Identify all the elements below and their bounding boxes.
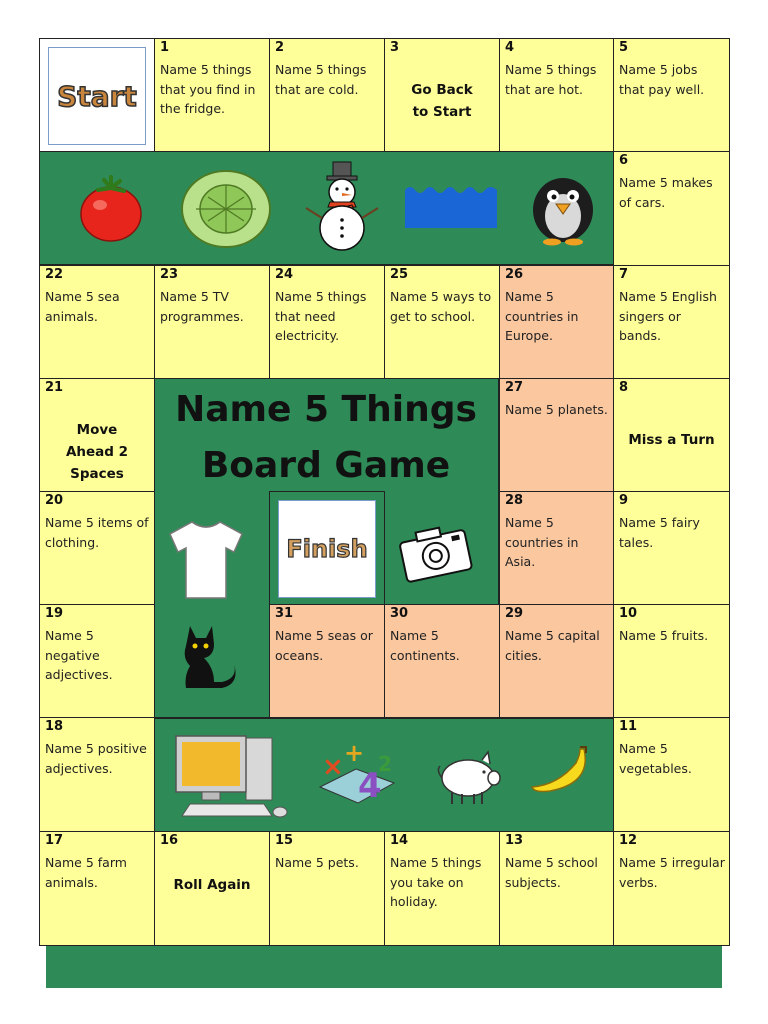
square-prompt: Name 5 things that are hot. [505,62,597,97]
square-1[interactable] [154,38,270,152]
square-number: 22 [45,267,64,282]
start-square[interactable] [39,38,155,152]
square-number: 20 [45,493,64,508]
snowman-icon [300,158,384,254]
computer-icon [172,732,292,824]
square-prompt: Name 5 fruits. [619,628,709,643]
pig-icon [434,748,504,808]
square-number: 10 [619,606,638,621]
svg-text:4: 4 [358,766,382,806]
square-number: 9 [619,493,629,508]
square-2[interactable] [269,38,385,152]
square-action: Roll Again [173,877,251,893]
bottom-strip [46,946,722,988]
square-prompt: Name 5 countries in Asia. [505,515,579,569]
square-number: 19 [45,606,64,621]
board-title [158,382,494,494]
square-9[interactable] [613,491,730,605]
square-11[interactable] [613,717,730,832]
square-26[interactable] [499,265,615,379]
square-number: 3 [390,40,400,55]
square-number: 18 [45,719,64,734]
square-number: 26 [505,267,524,282]
square-12[interactable] [613,831,730,946]
square-number: 23 [160,267,179,282]
square-7[interactable] [613,265,730,379]
square-number: 25 [390,267,409,282]
square-prompt: Name 5 things you take on holiday. [390,855,482,909]
square-prompt: Name 5 items of clothing. [45,515,149,550]
square-number: 24 [275,267,294,282]
square-prompt: Name 5 jobs that pay well. [619,62,705,97]
square-prompt: Name 5 irregular verbs. [619,855,725,890]
square-number: 16 [160,833,179,848]
camera-icon [396,520,474,584]
square-prompt: Name 5 continents. [390,628,460,663]
finish-label: Finish [286,535,368,563]
square-number: 8 [619,380,629,395]
square-prompt: Name 5 planets. [505,402,608,417]
square-10[interactable] [613,604,730,718]
square-number: 14 [390,833,409,848]
square-prompt: Name 5 TV programmes. [160,289,244,324]
cat-icon [176,622,242,694]
cabbage-icon [178,163,274,251]
tomato-icon [76,172,146,244]
square-number: 31 [275,606,294,621]
square-prompt: Name 5 vegetables. [619,741,692,776]
square-number: 13 [505,833,524,848]
square-prompt: Name 5 things that you find in the fridge. [160,62,256,116]
square-number: 17 [45,833,64,848]
square-number: 28 [505,493,524,508]
square-number: 6 [619,153,629,168]
square-24[interactable] [269,265,385,379]
square-18[interactable] [39,717,155,832]
square-23[interactable] [154,265,270,379]
square-17[interactable] [39,831,155,946]
square-5[interactable] [613,38,730,152]
square-number: 5 [619,40,629,55]
title-line-2: Board Game [201,445,451,486]
svg-text:2: 2 [378,752,392,776]
square-number: 2 [275,40,285,55]
square-6[interactable] [613,151,730,266]
square-prompt: Name 5 positive adjectives. [45,741,147,776]
square-prompt: Name 5 fairy tales. [619,515,700,550]
square-prompt: Name 5 pets. [275,855,359,870]
square-prompt: Name 5 countries in Europe. [505,289,579,343]
square-prompt: Name 5 negative adjectives. [45,628,113,682]
square-prompt: Name 5 farm animals. [45,855,127,890]
square-13[interactable] [499,831,615,946]
square-action: Move Ahead 2 Spaces [65,422,129,482]
math-symbols-icon [314,735,398,807]
square-25[interactable] [384,265,500,379]
water-icon [405,184,497,228]
square-number: 12 [619,833,638,848]
square-number: 4 [505,40,515,55]
square-number: 1 [160,40,170,55]
square-prompt: Name 5 things that need electricity. [275,289,367,343]
square-21[interactable] [39,378,155,492]
square-prompt: Name 5 school subjects. [505,855,598,890]
square-14[interactable] [384,831,500,946]
banana-icon [528,745,592,795]
square-8[interactable] [613,378,730,492]
square-22[interactable] [39,265,155,379]
square-number: 11 [619,719,638,734]
square-prompt: Name 5 English singers or bands. [619,289,717,343]
square-number: 27 [505,380,524,395]
tshirt-icon [166,518,246,602]
start-label: Start [57,79,137,113]
square-29[interactable] [499,604,615,718]
svg-text:×: × [322,752,344,782]
square-number: 21 [45,380,64,395]
square-prompt: Name 5 sea animals. [45,289,120,324]
title-line-1: Name 5 Things [175,389,477,430]
square-prompt: Name 5 things that are cold. [275,62,367,97]
finish-square[interactable] [269,491,385,605]
square-prompt: Name 5 seas or oceans. [275,628,373,663]
square-number: 15 [275,833,294,848]
square-3[interactable] [384,38,500,152]
square-28[interactable] [499,491,615,605]
square-action: Go Back to Start [411,82,473,120]
square-action: Miss a Turn [628,432,715,448]
square-20[interactable] [39,491,155,605]
square-number: 30 [390,606,409,621]
square-prompt: Name 5 capital cities. [505,628,600,663]
square-15[interactable] [269,831,385,946]
penguin-icon [528,170,598,246]
svg-text:+: + [344,739,365,767]
square-number: 7 [619,267,629,282]
square-number: 29 [505,606,524,621]
square-27[interactable] [499,378,615,492]
square-prompt: Name 5 makes of cars. [619,175,713,210]
square-30[interactable] [384,604,500,718]
square-16[interactable] [154,831,270,946]
square-prompt: Name 5 ways to get to school. [390,289,492,324]
square-31[interactable] [269,604,385,718]
square-4[interactable] [499,38,615,152]
square-19[interactable] [39,604,155,718]
